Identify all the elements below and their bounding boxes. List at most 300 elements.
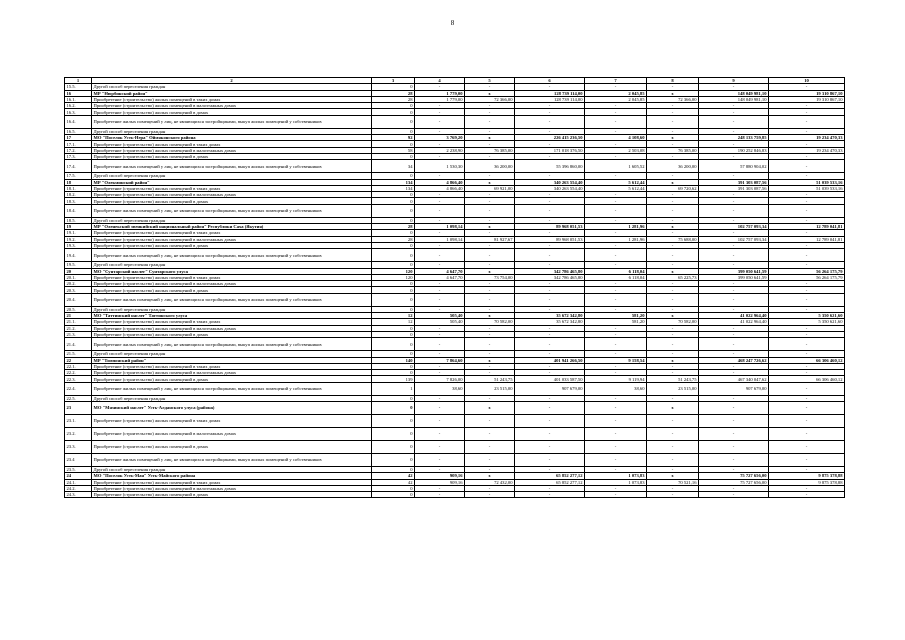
- value-cell: -: [647, 453, 699, 466]
- row-name-cell: МО "Поселок Усть-Мая" Усть-Майского района: [92, 473, 372, 479]
- value-cell: -: [585, 427, 647, 440]
- value-cell: -: [585, 115, 647, 128]
- table-row: [65, 249, 845, 262]
- value-cell: -: [699, 453, 769, 466]
- value-cell: -: [769, 192, 845, 198]
- value-cell: 0: [372, 370, 415, 376]
- row-name-cell: Приобретение (строительство) жилых помещений в домах: [92, 198, 372, 204]
- value-cell: 72 366,00: [465, 96, 515, 102]
- value-cell: -: [515, 230, 585, 236]
- value-cell: 0: [372, 192, 415, 198]
- value-cell: -: [647, 84, 699, 90]
- value-cell: 35 672 342,80: [515, 313, 585, 319]
- value-cell: -: [585, 351, 647, 357]
- value-cell: -: [515, 485, 585, 491]
- value-cell: -: [465, 363, 515, 369]
- value-cell: -: [769, 382, 845, 395]
- row-number-cell: 20.2.: [65, 281, 92, 287]
- value-cell: -: [415, 204, 465, 217]
- row-name-cell: Приобретение (строительство) жилых помещений в малоэтажных домах: [92, 370, 372, 376]
- value-cell: -: [647, 128, 699, 134]
- value-cell: 401 941 266,50: [515, 357, 585, 363]
- value-cell: 140: [372, 357, 415, 363]
- row-number-cell: 18.2.: [65, 192, 92, 198]
- value-cell: -: [465, 427, 515, 440]
- value-cell: -: [465, 230, 515, 236]
- value-cell: -: [769, 128, 845, 134]
- value-cell: 102 757 093,34: [699, 224, 769, 230]
- row-name-cell: Приобретение (строительство) жилых помещений в таких домах: [92, 185, 372, 191]
- value-cell: -: [699, 173, 769, 179]
- value-cell: 75 727 656,00: [699, 473, 769, 479]
- value-cell: х: [647, 224, 699, 230]
- value-cell: -: [769, 160, 845, 173]
- value-cell: 7 826,00: [415, 376, 465, 382]
- value-cell: 7 864,60: [415, 357, 465, 363]
- value-cell: -: [465, 306, 515, 312]
- value-cell: 5 350 621,60: [769, 313, 845, 319]
- value-cell: -: [465, 204, 515, 217]
- value-cell: 42: [372, 473, 415, 479]
- row-number-cell: 16.3.: [65, 109, 92, 115]
- value-cell: -: [515, 217, 585, 223]
- value-cell: 89 968 051,53: [515, 236, 585, 242]
- value-cell: 1 281,96: [585, 236, 647, 242]
- row-number-cell: 20.5.: [65, 306, 92, 312]
- row-name-cell: Приобретение жилых помещений у лиц, не являющихся застройщиками, выкуп жилых помещений у собственников: [92, 160, 372, 173]
- value-cell: 0: [372, 325, 415, 331]
- value-cell: -: [647, 492, 699, 498]
- value-cell: 65 852 277,12: [515, 479, 585, 485]
- value-cell: -: [769, 217, 845, 223]
- value-cell: х: [647, 357, 699, 363]
- value-cell: -: [465, 453, 515, 466]
- value-cell: -: [699, 249, 769, 262]
- value-cell: -: [465, 249, 515, 262]
- value-cell: -: [515, 242, 585, 248]
- row-name-cell: Приобретение (строительство) жилых помещений в домах: [92, 153, 372, 159]
- value-cell: -: [699, 103, 769, 109]
- value-cell: -: [415, 492, 465, 498]
- value-cell: 75 727 656,00: [699, 479, 769, 485]
- value-cell: -: [769, 440, 845, 453]
- value-cell: -: [769, 306, 845, 312]
- row-number-cell: 17: [65, 135, 92, 141]
- value-cell: -: [769, 103, 845, 109]
- value-cell: -: [415, 370, 465, 376]
- row-number-cell: 19.1.: [65, 230, 92, 236]
- value-cell: 342 786 465,80: [515, 268, 585, 274]
- value-cell: -: [415, 230, 465, 236]
- value-cell: -: [515, 466, 585, 472]
- value-cell: 0: [372, 217, 415, 223]
- table-row: [65, 401, 845, 414]
- value-cell: 36 200,00: [647, 160, 699, 173]
- row-name-cell: МО "Мязинский наслег" Усть-Алданского улуса (района): [92, 401, 372, 414]
- value-cell: -: [585, 325, 647, 331]
- value-cell: 4 647,70: [415, 268, 465, 274]
- value-cell: 0: [372, 338, 415, 351]
- value-cell: -: [415, 128, 465, 134]
- value-cell: 51 243,75: [647, 376, 699, 382]
- value-cell: 51 243,75: [465, 376, 515, 382]
- value-cell: 1 779,00: [415, 90, 465, 96]
- value-cell: х: [465, 401, 515, 414]
- value-cell: -: [647, 485, 699, 491]
- row-number-cell: 23.5.: [65, 466, 92, 472]
- value-cell: -: [585, 217, 647, 223]
- value-cell: 2 238,90: [415, 147, 465, 153]
- value-cell: -: [415, 115, 465, 128]
- value-cell: -: [415, 293, 465, 306]
- value-cell: -: [647, 115, 699, 128]
- value-cell: -: [769, 338, 845, 351]
- value-cell: -: [769, 331, 845, 337]
- value-cell: 505,40: [415, 313, 465, 319]
- value-cell: -: [515, 453, 585, 466]
- value-cell: -: [465, 109, 515, 115]
- value-cell: -: [769, 115, 845, 128]
- value-cell: 9 875 378,88: [769, 473, 845, 479]
- value-cell: -: [515, 440, 585, 453]
- value-cell: -: [465, 281, 515, 287]
- row-number-cell: 21.4.: [65, 338, 92, 351]
- value-cell: -: [515, 287, 585, 293]
- row-name-cell: Другой способ переселения граждан: [92, 262, 372, 268]
- row-name-cell: МР "Оленекский эвенкийский национальный район" Республики Саха (Якутия): [92, 224, 372, 230]
- value-cell: 248 133 759,85: [699, 135, 769, 141]
- value-cell: -: [647, 338, 699, 351]
- value-cell: 72 366,00: [647, 96, 699, 102]
- value-cell: -: [699, 192, 769, 198]
- value-cell: 65 225,73: [647, 274, 699, 280]
- row-name-cell: Приобретение (строительство) жилых помещений в таких домах: [92, 414, 372, 427]
- value-cell: -: [769, 230, 845, 236]
- value-cell: 399 050 641,59: [699, 274, 769, 280]
- value-cell: 5 612,44: [585, 185, 647, 191]
- value-cell: -: [515, 338, 585, 351]
- value-cell: -: [699, 109, 769, 115]
- value-cell: -: [647, 351, 699, 357]
- row-number-cell: 21.5.: [65, 351, 92, 357]
- value-cell: 0: [372, 128, 415, 134]
- value-cell: -: [415, 485, 465, 491]
- value-cell: -: [585, 492, 647, 498]
- value-cell: 0: [372, 115, 415, 128]
- row-name-cell: Другой способ переселения граждан: [92, 217, 372, 223]
- row-number-cell: 20: [65, 268, 92, 274]
- value-cell: х: [465, 90, 515, 96]
- value-cell: -: [585, 249, 647, 262]
- value-cell: -: [415, 217, 465, 223]
- row-number-cell: 19.4.: [65, 249, 92, 262]
- table-row: [65, 440, 845, 453]
- row-number-cell: 17.4.: [65, 160, 92, 173]
- value-cell: -: [515, 492, 585, 498]
- value-cell: -: [465, 128, 515, 134]
- value-cell: 581,20: [585, 319, 647, 325]
- row-number-cell: 19: [65, 224, 92, 230]
- row-number-cell: 20.3.: [65, 287, 92, 293]
- value-cell: 468 247 726,62: [699, 357, 769, 363]
- value-cell: -: [647, 249, 699, 262]
- value-cell: 148 049 981,10: [699, 96, 769, 102]
- value-cell: -: [515, 115, 585, 128]
- value-cell: 69 921,00: [465, 185, 515, 191]
- value-cell: -: [699, 331, 769, 337]
- value-cell: 23 515,00: [465, 382, 515, 395]
- value-cell: -: [769, 453, 845, 466]
- row-name-cell: Другой способ переселения граждан: [92, 395, 372, 401]
- value-cell: 56 264 175,79: [769, 274, 845, 280]
- value-cell: -: [647, 173, 699, 179]
- value-cell: -: [415, 427, 465, 440]
- value-cell: -: [415, 242, 465, 248]
- row-number-cell: 24.3.: [65, 492, 92, 498]
- value-cell: -: [585, 84, 647, 90]
- row-number-cell: 23.4: [65, 453, 92, 466]
- value-cell: 0: [372, 395, 415, 401]
- value-cell: -: [585, 198, 647, 204]
- value-cell: 467 340 047,62: [699, 376, 769, 382]
- row-number-cell: 22.5.: [65, 395, 92, 401]
- row-number-cell: 16.4.: [65, 115, 92, 128]
- value-cell: 401 033 587,50: [515, 376, 585, 382]
- row-number-cell: 15.5.: [65, 84, 92, 90]
- value-cell: -: [585, 204, 647, 217]
- value-cell: 28: [372, 224, 415, 230]
- header-cell: 6: [515, 78, 585, 84]
- value-cell: 69 720,62: [647, 185, 699, 191]
- value-cell: 2 045,85: [585, 96, 647, 102]
- value-cell: -: [769, 466, 845, 472]
- value-cell: 171 018 376,50: [515, 147, 585, 153]
- value-cell: 4 866,40: [415, 179, 465, 185]
- row-number-cell: 24: [65, 473, 92, 479]
- resettlement-table: [64, 77, 845, 498]
- row-name-cell: МР "Нюрбинский район": [92, 90, 372, 96]
- value-cell: -: [699, 141, 769, 147]
- value-cell: 0: [372, 287, 415, 293]
- value-cell: 0: [372, 103, 415, 109]
- value-cell: -: [415, 466, 465, 472]
- value-cell: х: [465, 268, 515, 274]
- value-cell: 4 108,60: [585, 135, 647, 141]
- row-name-cell: Другой способ переселения граждан: [92, 466, 372, 472]
- value-cell: -: [415, 401, 465, 414]
- row-name-cell: Приобретение (строительство) жилых помещений в малоэтажных домах: [92, 485, 372, 491]
- value-cell: 134: [372, 179, 415, 185]
- value-cell: 190 252 846,83: [699, 147, 769, 153]
- value-cell: -: [465, 325, 515, 331]
- value-cell: -: [647, 306, 699, 312]
- value-cell: -: [699, 128, 769, 134]
- row-name-cell: Другой способ переселения граждан: [92, 128, 372, 134]
- value-cell: -: [769, 395, 845, 401]
- value-cell: -: [699, 84, 769, 90]
- value-cell: 57 880 904,02: [699, 160, 769, 173]
- value-cell: 128 739 114,00: [515, 96, 585, 102]
- value-cell: 5 612,44: [585, 179, 647, 185]
- value-cell: -: [585, 109, 647, 115]
- value-cell: -: [769, 242, 845, 248]
- value-cell: -: [699, 281, 769, 287]
- value-cell: -: [515, 293, 585, 306]
- value-cell: -: [465, 173, 515, 179]
- value-cell: 0: [372, 293, 415, 306]
- value-cell: -: [699, 325, 769, 331]
- value-cell: -: [585, 453, 647, 466]
- row-name-cell: Приобретение (строительство) жилых помещений в малоэтажных домах: [92, 192, 372, 198]
- row-number-cell: 21.2.: [65, 325, 92, 331]
- row-name-cell: Приобретение (строительство) жилых помещений в домах: [92, 242, 372, 248]
- value-cell: -: [769, 401, 845, 414]
- value-cell: -: [769, 204, 845, 217]
- value-cell: -: [465, 414, 515, 427]
- header-cell: 2: [92, 78, 372, 84]
- value-cell: -: [585, 485, 647, 491]
- value-cell: 399 050 641,59: [699, 268, 769, 274]
- row-number-cell: 19.3.: [65, 242, 92, 248]
- value-cell: -: [415, 414, 465, 427]
- value-cell: 3 769,20: [415, 135, 465, 141]
- value-cell: -: [465, 192, 515, 198]
- value-cell: -: [699, 414, 769, 427]
- value-cell: 4 647,70: [415, 274, 465, 280]
- value-cell: -: [515, 173, 585, 179]
- row-number-cell: 18.5.: [65, 217, 92, 223]
- value-cell: -: [515, 204, 585, 217]
- value-cell: 41 022 964,40: [699, 313, 769, 319]
- table-row: [65, 115, 845, 128]
- table-row: [65, 293, 845, 306]
- value-cell: -: [465, 262, 515, 268]
- value-cell: -: [415, 363, 465, 369]
- row-name-cell: Приобретение (строительство) жилых помещений в домах: [92, 376, 372, 382]
- row-number-cell: 23.3.: [65, 440, 92, 453]
- value-cell: 12 789 041,81: [769, 236, 845, 242]
- value-cell: 76 385,00: [647, 147, 699, 153]
- value-cell: -: [769, 198, 845, 204]
- value-cell: 1 605,52: [585, 160, 647, 173]
- value-cell: -: [585, 440, 647, 453]
- value-cell: 102 757 093,34: [699, 236, 769, 242]
- value-cell: -: [769, 293, 845, 306]
- value-cell: х: [465, 357, 515, 363]
- value-cell: 0: [372, 401, 415, 414]
- value-cell: -: [515, 141, 585, 147]
- value-cell: 81 927,67: [465, 236, 515, 242]
- value-cell: -: [585, 242, 647, 248]
- value-cell: -: [415, 198, 465, 204]
- value-cell: 55 396 860,00: [515, 160, 585, 173]
- value-cell: -: [647, 230, 699, 236]
- row-number-cell: 16.5.: [65, 128, 92, 134]
- value-cell: 5 350 621,60: [769, 319, 845, 325]
- row-number-cell: 22: [65, 357, 92, 363]
- value-cell: 19 234 470,33: [769, 135, 845, 141]
- table-row: [65, 414, 845, 427]
- value-cell: 9 875 378,88: [769, 479, 845, 485]
- value-cell: 38,60: [585, 382, 647, 395]
- value-cell: 0: [372, 141, 415, 147]
- value-cell: 19 310 867,10: [769, 90, 845, 96]
- value-cell: -: [769, 249, 845, 262]
- row-name-cell: Приобретение жилых помещений у лиц, не являющихся застройщиками, выкуп жилых помещений у собственников: [92, 382, 372, 395]
- row-name-cell: МО "Таттинский наслег" Таттинского улуса: [92, 313, 372, 319]
- value-cell: -: [769, 427, 845, 440]
- value-cell: -: [769, 287, 845, 293]
- row-number-cell: 19.2.: [65, 236, 92, 242]
- value-cell: -: [465, 103, 515, 109]
- value-cell: -: [699, 427, 769, 440]
- row-name-cell: Приобретение (строительство) жилых помещений в таких домах: [92, 230, 372, 236]
- value-cell: -: [465, 466, 515, 472]
- value-cell: -: [515, 414, 585, 427]
- value-cell: -: [647, 325, 699, 331]
- value-cell: -: [769, 370, 845, 376]
- value-cell: -: [585, 331, 647, 337]
- value-cell: 9 158,54: [585, 357, 647, 363]
- value-cell: 65 852 277,12: [515, 473, 585, 479]
- value-cell: -: [415, 249, 465, 262]
- value-cell: -: [415, 173, 465, 179]
- value-cell: х: [647, 268, 699, 274]
- value-cell: -: [769, 351, 845, 357]
- value-cell: 128 739 114,00: [515, 90, 585, 96]
- value-cell: 1 073,83: [585, 479, 647, 485]
- value-cell: -: [699, 262, 769, 268]
- value-cell: -: [465, 153, 515, 159]
- value-cell: 0: [372, 331, 415, 337]
- row-name-cell: Приобретение жилых помещений у лиц, не являющихся застройщиками, выкуп жилых помещений у собственников: [92, 204, 372, 217]
- row-number-cell: 23: [65, 401, 92, 414]
- value-cell: -: [515, 153, 585, 159]
- value-cell: 6 118,04: [585, 268, 647, 274]
- row-number-cell: 16: [65, 90, 92, 96]
- value-cell: -: [647, 395, 699, 401]
- row-number-cell: 19.5.: [65, 262, 92, 268]
- value-cell: 391 303 087,56: [699, 179, 769, 185]
- value-cell: -: [585, 395, 647, 401]
- value-cell: -: [515, 128, 585, 134]
- value-cell: 1 281,96: [585, 224, 647, 230]
- value-cell: х: [647, 313, 699, 319]
- table-row: [65, 492, 845, 498]
- row-number-cell: 17.3.: [65, 153, 92, 159]
- value-cell: -: [699, 492, 769, 498]
- value-cell: -: [585, 338, 647, 351]
- value-cell: -: [585, 141, 647, 147]
- value-cell: 391 303 087,56: [699, 185, 769, 191]
- header-cell: 4: [415, 78, 465, 84]
- value-cell: 340 263 554,40: [515, 179, 585, 185]
- value-cell: 89 968 051,53: [515, 224, 585, 230]
- value-cell: -: [647, 192, 699, 198]
- header-cell: 10: [769, 78, 845, 84]
- value-cell: -: [699, 217, 769, 223]
- value-cell: -: [647, 109, 699, 115]
- value-cell: 909,16: [415, 473, 465, 479]
- value-cell: -: [415, 453, 465, 466]
- value-cell: х: [647, 135, 699, 141]
- value-cell: -: [465, 242, 515, 248]
- value-cell: 36 200,00: [465, 160, 515, 173]
- value-cell: 0: [372, 363, 415, 369]
- value-cell: 0: [372, 249, 415, 262]
- value-cell: -: [647, 242, 699, 248]
- value-cell: -: [465, 485, 515, 491]
